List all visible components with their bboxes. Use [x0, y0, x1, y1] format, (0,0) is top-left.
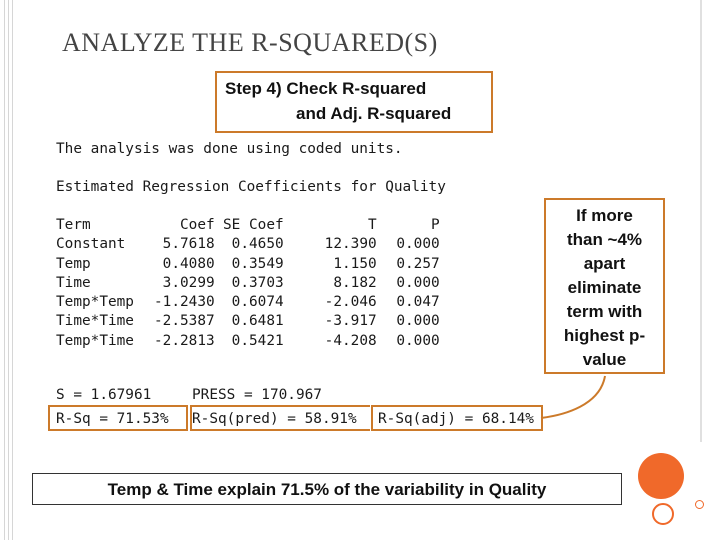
r-sq-value: R-Sq = 71.53%: [56, 411, 169, 427]
p-cell: 0.047: [396, 294, 440, 311]
column-header: T: [367, 217, 377, 233]
se-coef-cell: 0.3549: [231, 255, 284, 272]
p-cell: 0.257: [396, 255, 440, 272]
coef-cell: -2.2813: [154, 332, 215, 349]
se-coef-cell: 0.6481: [231, 313, 284, 330]
s-value: S = 1.67961: [56, 388, 152, 400]
t-cell: 8.182: [333, 274, 377, 291]
press-value: PRESS = 170.967: [192, 388, 322, 400]
r-sq-pred-highlight: [190, 405, 370, 431]
term-cell: Temp*Temp: [56, 294, 134, 311]
callout-line: term with: [566, 302, 643, 321]
term-cell: Temp*Time: [56, 332, 134, 349]
analysis-note: The analysis was done using coded units.: [56, 141, 403, 157]
t-cell: -4.208: [324, 332, 377, 349]
p-cell: 0.000: [396, 274, 440, 291]
callout-line: apart: [583, 254, 626, 273]
p-cell: 0.000: [396, 236, 440, 253]
term-cell: Constant: [56, 236, 126, 253]
column-header: Coef: [180, 217, 215, 233]
s-press-line: [56, 388, 376, 400]
column-header: P: [430, 217, 440, 233]
r-sq-highlight: [48, 405, 188, 431]
t-cell: -3.917: [324, 313, 377, 330]
r-sq-pred-value: R-Sq(pred) = 58.91%: [192, 411, 357, 427]
coef-cell: -2.5387: [154, 313, 215, 330]
coef-cell: -1.2430: [154, 294, 215, 311]
p-cell: 0.000: [396, 313, 440, 330]
se-coef-cell: 0.4650: [231, 236, 284, 253]
callout-line: than ~4%: [566, 230, 643, 249]
callout-line: highest p-: [563, 326, 646, 345]
term-cell: Time*Time: [56, 313, 134, 330]
r-sq-adj-highlight: [371, 405, 543, 431]
term-cell: Temp: [56, 255, 91, 272]
t-cell: -2.046: [324, 294, 377, 311]
se-coef-cell: 0.5421: [231, 332, 284, 349]
coef-cell: 5.7618: [162, 236, 215, 253]
callout-line: If more: [576, 206, 633, 225]
step-line-1: Step 4) Check R-squared: [225, 79, 427, 98]
coef-cell: 0.4080: [162, 255, 215, 272]
r-sq-adj-value: R-Sq(adj) = 68.14%: [378, 411, 534, 427]
t-cell: 1.150: [333, 255, 377, 272]
conclusion-box: Temp & Time explain 71.5% of the variability in Quality: [32, 473, 622, 505]
slide-title: ANALYZE THE R-SQUARED(S): [62, 28, 438, 57]
estimated-coefficients-header: Estimated Regression Coefficients for Quality: [56, 179, 446, 195]
callout-line: eliminate: [567, 278, 642, 297]
se-coef-cell: 0.3703: [231, 274, 284, 291]
t-cell: 12.390: [324, 236, 377, 253]
se-coef-cell: 0.6074: [231, 294, 284, 311]
p-cell: 0.000: [396, 332, 440, 349]
term-cell: Time: [56, 274, 91, 291]
step-line-2: and Adj. R-squared: [296, 104, 452, 123]
column-header: Term: [56, 217, 91, 233]
callout-line: value: [582, 350, 627, 369]
column-header: SE Coef: [223, 217, 284, 233]
coef-cell: 3.0299: [162, 274, 215, 291]
